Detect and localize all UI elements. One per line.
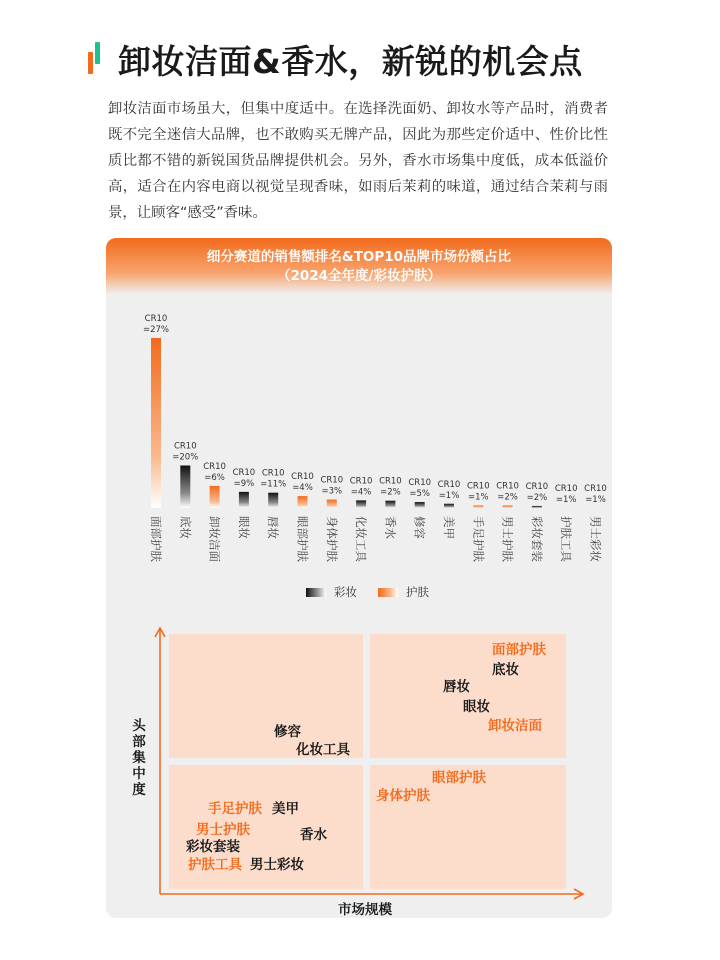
matrix-label-makeup-tools: 化妆工具 <box>296 742 350 758</box>
accent-bar-green <box>95 42 100 64</box>
x-tick-label-7: 身体护肤 <box>324 516 339 562</box>
matrix-label-eye-makeup: 眼妆 <box>463 699 490 715</box>
bar-cr10-value-2: =20% <box>172 452 199 463</box>
bar-cr10-value-7: =3% <box>321 486 343 497</box>
bar-cr10-prefix-12: CR10 <box>466 481 490 492</box>
matrix-y-axis-label: 头部集中度 <box>132 718 146 798</box>
matrix-label-hand-foot: 手足护肤 <box>208 801 262 817</box>
x-tick-label-4: 眼妆 <box>236 516 251 539</box>
bar-cr10-value-15: =1% <box>555 495 577 505</box>
bar-cr10-prefix-11: CR10 <box>437 479 461 490</box>
legend-makeup-label: 彩妆 <box>334 585 357 599</box>
bar-cr10-value-4: =9% <box>233 478 255 489</box>
bar-cr10-prefix-3: CR10 <box>203 461 226 472</box>
x-tick-label-6: 眼部护肤 <box>295 516 310 562</box>
bar-cr10-prefix-13: CR10 <box>496 481 519 492</box>
matrix-label-makeup-set: 彩妆套装 <box>186 839 240 855</box>
x-tick-label-10: 修容 <box>412 516 427 539</box>
bar-cr10-value-8: =4% <box>350 487 372 498</box>
matrix-label-perfume: 香水 <box>300 827 327 843</box>
bar-cr10-value-13: =2% <box>497 492 518 503</box>
title-accent-mark <box>88 42 102 74</box>
bar-cr10-prefix-10: CR10 <box>408 478 432 489</box>
x-tick-label-12: 手足护肤 <box>471 516 486 562</box>
bar-cr10-prefix-6: CR10 <box>291 472 314 483</box>
x-tick-label-8: 化妆工具 <box>354 516 369 562</box>
x-tick-label-3: 卸妆洁面 <box>207 516 222 562</box>
bar-cr10-value-16: =1% <box>585 495 606 505</box>
bar-cr10-prefix-9: CR10 <box>379 476 402 487</box>
bar-cr10-prefix-2: CR10 <box>173 441 197 452</box>
bar-cr10-prefix-7: CR10 <box>320 475 344 486</box>
matrix-label-men-makeup: 男士彩妆 <box>250 857 304 873</box>
bar-cr10-value-1: =27% <box>142 325 170 335</box>
matrix-label-nails: 美甲 <box>272 801 299 817</box>
page-title: 卸妆洁面&香水，新锐的机会点 <box>118 42 583 81</box>
matrix-label-skincare-tools: 护肤工具 <box>188 857 242 873</box>
x-tick-label-15: 护肤工具 <box>559 516 574 562</box>
bar-cr10-value-14: =2% <box>526 492 548 503</box>
x-tick-label-1: 面部护肤 <box>149 516 163 562</box>
accent-bar-orange <box>88 52 93 74</box>
chart-card <box>106 238 612 918</box>
x-tick-label-11: 美甲 <box>442 516 456 539</box>
bar-cr10-prefix-14: CR10 <box>525 481 549 492</box>
matrix-label-contour: 修容 <box>274 724 301 740</box>
x-tick-label-16: 男士彩妆 <box>588 516 603 562</box>
x-tick-label-9: 香水 <box>383 516 398 539</box>
matrix-label-men-skincare: 男士护肤 <box>196 822 250 838</box>
x-tick-label-2: 底妆 <box>178 516 193 539</box>
bar-cr10-value-12: =1% <box>467 492 489 503</box>
bar-cr10-prefix-4: CR10 <box>232 467 256 478</box>
matrix-axes <box>106 238 612 918</box>
x-tick-label-5: 唇妆 <box>266 516 281 539</box>
bar-cr10-value-5: =11% <box>260 479 287 490</box>
matrix-label-base-makeup: 底妆 <box>492 662 519 678</box>
chart-title-line1: 细分赛道的销售额排名&TOP10品牌市场份额占比 <box>206 249 512 265</box>
bar-cr10-value-6: =4% <box>292 483 313 494</box>
bar-cr10-prefix-16: CR10 <box>584 484 607 494</box>
bar-cr10-value-10: =5% <box>409 489 431 500</box>
legend-skincare-label: 护肤 <box>406 585 429 599</box>
bar-cr10-value-11: =1% <box>438 490 460 501</box>
matrix-label-face-skincare: 面部护肤 <box>492 642 546 658</box>
chart-title-line2: （2024全年度/彩妆护肤） <box>276 268 441 284</box>
bar-cr10-value-9: =2% <box>380 487 401 498</box>
intro-paragraph: 卸妆洁面市场虽大，但集中度适中。在选择洗面奶、卸妆水等产品时，消费者既不完全迷信大品牌，也不敢购买无牌产品，因此为那些定价适中、性价比性质比都不错的新锐国货品牌提供机会。另外，香水市场集中度低，成本低溢价高，适合在内容电商以视觉呈现香味，如雨后茉莉的味道，通过结合茉莉与雨景，让顾客“感受”香味。 <box>108 101 608 221</box>
x-tick-label-14: 彩妆套装 <box>529 516 544 562</box>
bar-cr10-prefix-1: CR10 <box>144 314 168 324</box>
bar-cr10-prefix-8: CR10 <box>349 476 373 487</box>
matrix-label-lip-makeup: 唇妆 <box>443 679 470 695</box>
matrix-label-cleansing: 卸妆洁面 <box>488 718 542 734</box>
x-tick-label-13: 男士护肤 <box>500 516 515 562</box>
bar-cr10-prefix-15: CR10 <box>554 484 578 494</box>
bar-cr10-prefix-5: CR10 <box>261 468 285 479</box>
matrix-label-eye-skincare: 眼部护肤 <box>432 770 486 786</box>
matrix-label-body-skincare: 身体护肤 <box>376 788 430 804</box>
matrix-x-axis-label: 市场规模 <box>338 902 392 918</box>
bar-cr10-value-3: =6% <box>204 472 225 483</box>
